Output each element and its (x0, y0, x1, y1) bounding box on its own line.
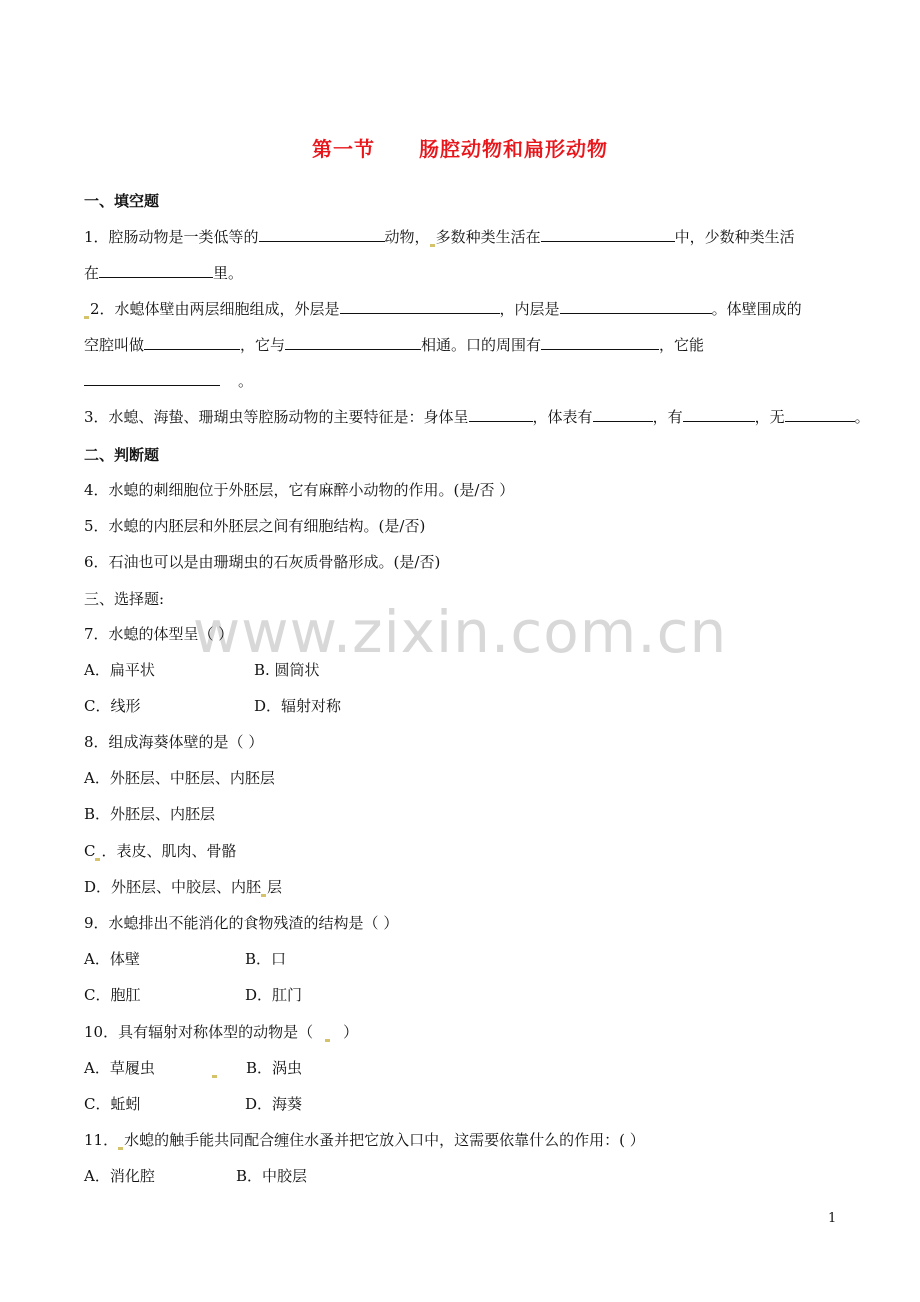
question-11-options-ab (84, 1166, 307, 1186)
answer-blank[interactable] (593, 407, 653, 422)
title-part1: 第一节 (312, 137, 375, 161)
answer-blank[interactable] (785, 407, 855, 422)
option-b[interactable]: B．涡虫 (246, 1059, 303, 1077)
option-a[interactable]: A．消化腔 (84, 1167, 155, 1185)
option-b[interactable]: B．口 (245, 950, 287, 968)
option-b[interactable]: B. 圆筒状 (254, 661, 320, 679)
answer-blank[interactable] (259, 227, 385, 242)
question-3: 3．水螅、海蛰、珊瑚虫等腔肠动物的主要特征是：身体呈 ，体表有 ，有 ，无 。 (84, 408, 870, 426)
question-2-line-3: 。 (84, 371, 253, 391)
answer-blank[interactable] (683, 407, 755, 422)
question-10-stem: 10．具有辐射对称体型的动物是（ ） (84, 1023, 359, 1041)
edit-mark-icon (95, 858, 100, 861)
watermark: www.zixin.com.cn (192, 598, 728, 666)
answer-blank[interactable] (84, 371, 220, 386)
question-11-stem: 11． 水螅的触手能共同配合缠住水蚤并把它放入口中，这需要依靠什么的作用：( ） (84, 1131, 645, 1149)
option-d[interactable]: D．外胚层、中胶层、内胚 层 (84, 878, 283, 896)
question-6: 6．石油也可以是由珊瑚虫的石灰质骨骼形成。(是/否) (84, 553, 441, 571)
edit-mark-icon (118, 1147, 123, 1150)
question-7-options-ab (84, 660, 320, 680)
question-1-line-2: 在 里。 (84, 264, 244, 282)
question-7-options-cd (84, 696, 341, 716)
title-part2: 肠腔动物和扁形动物 (419, 137, 608, 161)
answer-blank[interactable] (99, 263, 213, 278)
question-9-options-ab (84, 949, 286, 969)
question-8-stem: 8．组成海葵体壁的是（ ） (84, 733, 264, 751)
section-fill-blank-heading: 一、填空题 (84, 192, 160, 210)
question-10-options-cd (84, 1094, 302, 1114)
section-true-false-heading: 二、判断题 (84, 446, 160, 464)
question-1-line-1: 1．腔肠动物是一类低等的 动物， 多数种类生活在 中，少数种类生活 (84, 228, 795, 246)
option-c[interactable]: C．胞肛 (84, 986, 141, 1004)
answer-blank[interactable] (285, 335, 421, 350)
answer-blank[interactable] (560, 299, 712, 314)
option-a[interactable]: A．扁平状 (84, 661, 155, 679)
question-5: 5．水螅的内胚层和外胚层之间有细胞结构。(是/否) (84, 517, 426, 535)
answer-blank[interactable] (144, 335, 240, 350)
answer-blank[interactable] (541, 227, 675, 242)
edit-mark-icon (325, 1039, 330, 1042)
question-9-options-cd (84, 985, 302, 1005)
page-number: 1 (828, 1211, 837, 1226)
option-b[interactable]: B．中胶层 (236, 1167, 308, 1185)
question-2-line-2: 空腔叫做 ，它与 相通。口的周围有 ，它能 (84, 336, 705, 354)
question-9-stem: 9．水螅排出不能消化的食物残渣的结构是（ ） (84, 914, 399, 932)
question-7-stem: 7．水螅的体型呈（ ） (84, 625, 234, 643)
question-4: 4．水螅的刺细胞位于外胚层，它有麻醉小动物的作用。(是/否 ） (84, 481, 515, 499)
option-a[interactable]: A．外胚层、中胚层、内胚层 (84, 769, 275, 787)
question-10-options-ab (84, 1058, 302, 1078)
edit-mark-icon (430, 244, 435, 247)
option-a[interactable]: A．体壁 (84, 950, 140, 968)
option-a[interactable]: A．草履虫 (84, 1059, 155, 1077)
option-d[interactable]: D．海葵 (245, 1095, 303, 1113)
option-d[interactable]: D．辐射对称 (254, 697, 342, 715)
option-c[interactable]: C ．表皮、肌肉、骨骼 (84, 842, 237, 860)
answer-blank[interactable] (469, 407, 533, 422)
option-c[interactable]: C．蚯蚓 (84, 1095, 141, 1113)
section-choice-heading: 三、选择题: (84, 590, 165, 608)
answer-blank[interactable] (541, 335, 659, 350)
page-title (0, 133, 920, 162)
question-2-line-1: 2．水螅体壁由两层细胞组成，外层是 ，内层是 。体壁围成的 (84, 299, 802, 319)
option-c[interactable]: C．线形 (84, 697, 141, 715)
edit-mark-icon (84, 316, 89, 319)
option-d[interactable]: D．肛门 (245, 986, 303, 1004)
edit-mark-icon (261, 894, 266, 897)
edit-mark-icon (212, 1075, 217, 1078)
answer-blank[interactable] (340, 299, 500, 314)
option-b[interactable]: B．外胚层、内胚层 (84, 805, 216, 823)
